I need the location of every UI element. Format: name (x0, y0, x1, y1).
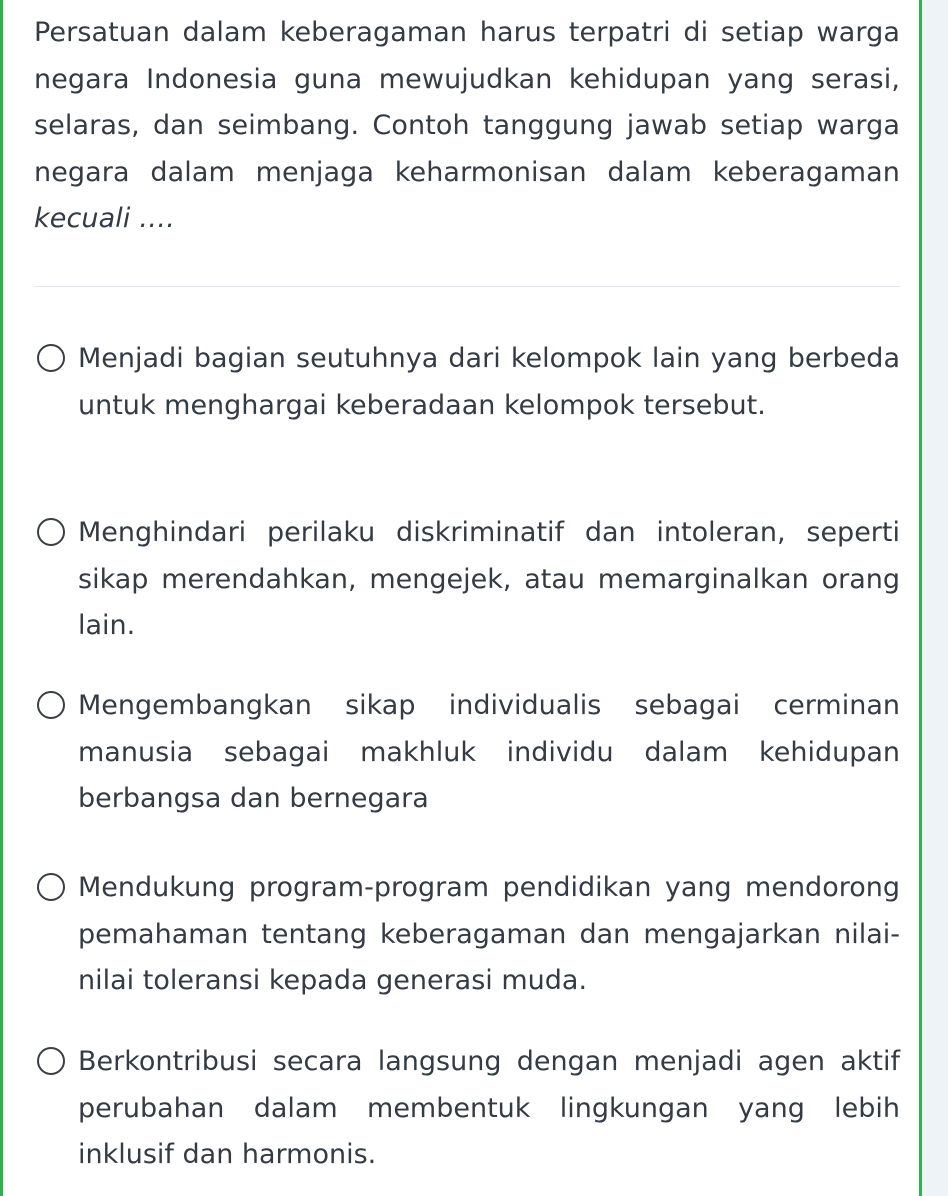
radio-c[interactable] (37, 691, 65, 719)
radio-b[interactable] (37, 518, 65, 546)
option-c-label[interactable]: Mengembangkan sikap individualis sebagai cerminan manusia sebagai makhluk individu dalam kehidupan berbangsa dan bernegara (78, 690, 900, 814)
radio-d[interactable] (37, 873, 65, 901)
option-d-label[interactable]: Mendukung program-program pendidikan yang mendorong pemahaman tentang keberagaman dan mengajarkan nilai-nilai toleransi kepada generasi muda. (78, 872, 900, 996)
radio-a[interactable] (37, 344, 65, 372)
option-b-label[interactable]: Menghindari perilaku diskriminatif dan intoleran, seperti sikap merendahkan, mengejek, atau memarginalkan orang lain. (78, 517, 900, 641)
question-emphasis: kecuali …. (34, 203, 175, 234)
radio-e[interactable] (37, 1047, 65, 1075)
question-body: Persatuan dalam keberagaman harus terpatri di setiap warga negara Indonesia guna mewujudkan kehidupan yang serasi, selaras, dan seimbang. Contoh tanggung jawab setiap warga negara dalam menjaga keharmonisan dalam keberagaman (34, 17, 900, 188)
question-text (34, 10, 900, 243)
divider (34, 286, 900, 287)
question-card (3, 0, 919, 1196)
option-a-label[interactable]: Menjadi bagian seutuhnya dari kelompok lain yang berbeda untuk menghargai keberadaan kelompok tersebut. (78, 343, 900, 421)
right-border-accent (919, 0, 922, 1196)
option-e-label[interactable]: Berkontribusi secara langsung dengan menjadi agen aktif perubahan dalam membentuk lingkungan yang lebih inklusif dan harmonis. (78, 1046, 900, 1170)
